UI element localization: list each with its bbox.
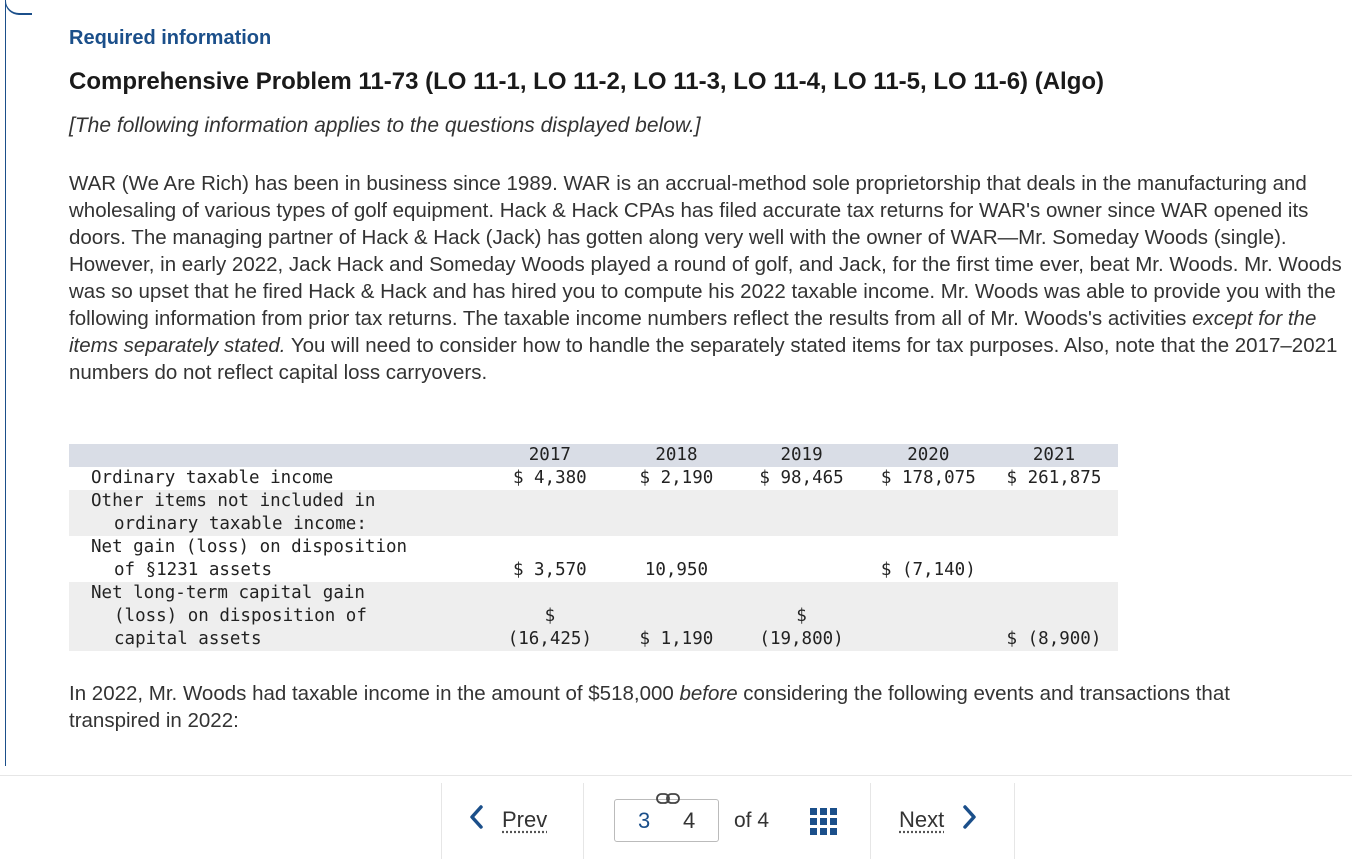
nav-divider <box>441 783 442 859</box>
table-cell: $ 178,075 <box>880 468 976 488</box>
next-label: Next <box>899 807 945 832</box>
row-label-line: (loss) on disposition of <box>114 606 367 626</box>
table-cell <box>990 536 1118 582</box>
row-label <box>69 582 483 651</box>
table-row <box>69 582 1118 651</box>
intro-paragraph <box>69 170 1345 386</box>
prev-label: Prev <box>502 807 548 832</box>
chevron-right-icon <box>962 804 978 836</box>
cell-value: (19,800) <box>759 629 844 649</box>
question-content <box>69 24 1345 386</box>
row-label-line: of §1231 assets <box>114 560 273 580</box>
header-label-cell <box>69 444 483 467</box>
table-cell: $ 98,465 <box>759 468 844 488</box>
year-header: 2021 <box>990 444 1118 467</box>
page-count: of 4 <box>734 809 770 832</box>
problem-title: Comprehensive Problem 11-73 (LO 11-1, LO 11-2, LO 11-3, LO 11-4, LO 11-5, LO 11-6) (Algo) <box>69 68 1105 95</box>
table-cell: $ 3,570 <box>512 560 587 580</box>
row-label-line: Net gain (loss) on disposition <box>91 537 408 557</box>
left-border-rule <box>5 0 6 766</box>
table-cell <box>736 582 866 651</box>
table-cell: $ 2,190 <box>639 468 714 488</box>
table-cell <box>867 582 990 651</box>
intro-emphasis: except for the items separately stated. <box>69 307 1317 357</box>
table-row <box>69 536 1118 582</box>
table-cell: $ (8,900) <box>990 582 1118 651</box>
table-cell: $ 1,190 <box>616 582 736 651</box>
year-header: 2019 <box>736 444 866 467</box>
intro-text-1: WAR (We Are Rich) has been in business since 1989. WAR is an accrual-method sole proprietorship that deals in the manufacturing and wholesaling of various types of golf equipment. Hack & Hack CPAs has filed accurate tax returns for WAR's owner since WAR opened its doors. The managing partner of Hack & Hack (Jack) has gotten along very well with the owner of WAR—Mr. Someday Woods (single). However, in early 2022, Jack Hack and Someday Woods played a round of golf, and Jack, for the first time ever, beat Mr. Woods. Mr. Woods was so upset that he fired Hack & Hack and has hired you to compute his 2022 taxable income. Mr. Woods was able to provide you with the following information from prior tax returns. The taxable income numbers reflect the results from all of Mr. Woods's activities <box>69 172 1342 330</box>
table-cell: 10,950 <box>644 560 709 580</box>
followup-text-2: considering the following events and transactions that transpired in 2022: <box>69 682 1230 732</box>
footer-divider <box>0 775 1352 776</box>
table-row <box>69 490 1118 536</box>
corner-accent <box>5 0 32 15</box>
followup-emphasis: before <box>679 682 738 705</box>
row-label <box>69 490 483 536</box>
followup-text-1: In 2022, Mr. Woods had taxable income in the amount of $518,000 <box>69 682 680 705</box>
prior-returns-table <box>69 444 1118 651</box>
currency-prefix: $ <box>796 606 807 626</box>
year-header: 2018 <box>616 444 736 467</box>
applies-note: [The following information applies to the questions displayed below.] <box>69 114 701 137</box>
grid-icon[interactable] <box>810 808 838 841</box>
followup-paragraph <box>69 680 1269 734</box>
nav-divider <box>583 783 584 859</box>
next-button[interactable] <box>899 800 978 840</box>
intro-text-2: You will need to consider how to handle the separately stated items for tax purposes. Also, note that the 2017–2021 numbers do not reflect capital loss carryovers. <box>69 334 1338 384</box>
row-label <box>69 536 483 582</box>
link-icon <box>655 790 681 813</box>
nav-divider <box>1014 783 1015 859</box>
table-cell <box>483 582 616 651</box>
table-cell <box>736 536 866 582</box>
table-cell: $ 261,875 <box>1006 468 1102 488</box>
chevron-left-icon <box>468 804 484 836</box>
prev-button[interactable] <box>468 800 547 840</box>
required-information-heading: Required information <box>69 27 272 49</box>
row-label-line: Net long-term capital gain <box>91 583 365 603</box>
year-header: 2017 <box>483 444 616 467</box>
table-cell: $ 4,380 <box>512 468 587 488</box>
page-number[interactable]: 4 <box>683 808 696 833</box>
cell-value: (16,425) <box>507 629 592 649</box>
row-label-line: Other items not included in <box>91 491 376 511</box>
year-header: 2020 <box>867 444 990 467</box>
row-label: Ordinary taxable income <box>91 468 334 488</box>
current-page-number[interactable]: 3 <box>638 808 651 833</box>
currency-prefix: $ <box>544 606 556 626</box>
nav-divider <box>870 783 871 859</box>
table-cell: $ (7,140) <box>880 560 976 580</box>
row-label-line: capital assets <box>114 629 262 649</box>
row-label-line: ordinary taxable income: <box>114 514 367 534</box>
table-row <box>69 467 1118 490</box>
table-header-row <box>69 444 1118 467</box>
